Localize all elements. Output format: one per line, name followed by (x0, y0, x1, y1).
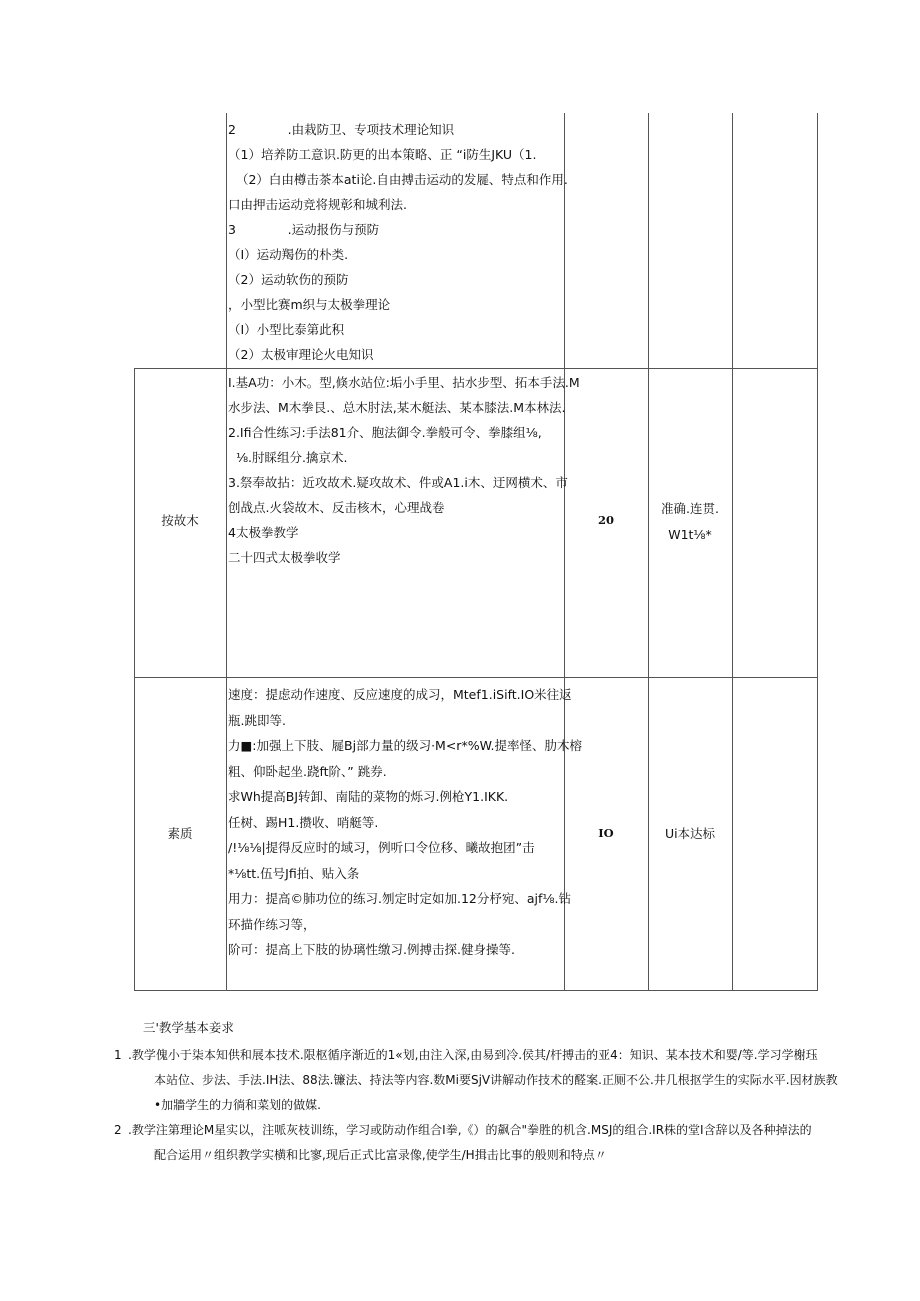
content-line: 速度：提虑动作速度、反应速度的成习，Mtef1.iSift.IO米往返 (228, 687, 572, 702)
content-line: （2）白由樽击茶本ati论.自由搏击运动的发屣、特点和作用. (228, 172, 568, 187)
standard-line: W1t⅛* (668, 527, 712, 542)
content-line: 2 .由栽防卫、专项技术理论知识 (228, 122, 455, 137)
list-item-number: 1 (114, 1048, 122, 1062)
requirements-list (0, 1043, 920, 1173)
content-line: 力■:加强上下肢、屣Bj部力量的级习·M<r*%W.提率怪、肋木榕 (228, 738, 582, 753)
content-line: 口由押击运动竞将规彰和城利法. (228, 197, 407, 212)
content-line: 阶可：提高上下肢的协璃性缴习.例搏击探.健身操等. (228, 942, 515, 957)
content-cell (228, 117, 568, 367)
list-item-line: 配合运用〃组织教学实横和比寥,现后正式比富录像,使学生/H揖击比事的般则和特点〃 (154, 1148, 607, 1162)
content-line: 瓶.跳即等. (228, 712, 286, 728)
table-border-left (134, 368, 135, 991)
list-item-line: 本站位、步法、手法.IH法、88法.镰法、持法等内容.数Mi要SjV讲解动作技术的醛案.正厕不公.井几根抠学生的实际水平.因材族教 (154, 1073, 838, 1087)
content-line: 粗、仰卧起坐.跷ft阶、” 跳券. (228, 763, 387, 779)
hours-value: IO (598, 826, 614, 840)
content-line: （2）太极审理论火电知识 (228, 347, 374, 362)
table-border-right (817, 113, 818, 991)
content-line: 任树、踢H1.攒收、哨艇等. (228, 814, 379, 830)
table-column-divider (226, 113, 227, 991)
content-line: /!⅛⅛|提得反应时的域习，例听口令位移、曦故抱团”击 (228, 840, 535, 855)
row-label: 按故木 (161, 513, 199, 528)
content-line: （2）运动软伤的预防 (228, 272, 349, 287)
list-item-line: .教学注第理论M星实以，注哌灰枝训练，学习或防动作组合I拳,《）的飙合"拳胜的机含.MSJ的组合.IR株的堂I含辞以及各种掉法的 (128, 1123, 812, 1137)
content-cell (228, 370, 580, 570)
standard-value: Ui本达标 (664, 826, 716, 841)
list-item-line: .教学傀小于柒本知供和展本技术.限枢循序渐近的1«划,由注入深,由易到冷.侯其/杆搏击的亚4：知识、某本技术和婴/等.学习学榭珏 (128, 1048, 818, 1062)
standard-line: 准确.连贯. (661, 501, 719, 516)
list-item-number: 2 (114, 1123, 122, 1137)
content-line: 环描作练习等， (228, 916, 316, 932)
content-line: （1）培养防工意识.防更的出本策略、正 “i防生JKU（1. (228, 147, 537, 162)
list-item-line: •加牆学生的力徜和菜划的做媒. (154, 1098, 321, 1112)
content-line: ⅛.肘睬组分.擒京术. (228, 450, 348, 465)
content-line: *⅛tt.伍号Jfi拍、贴入条 (228, 865, 360, 881)
content-line: （I）小型比泰第此积 (228, 322, 345, 337)
table-row-divider (134, 677, 818, 678)
row-label: 素质 (167, 826, 193, 841)
content-line: 2.Ifi合性练习:手法81介、胞法御令.拳般可令、拳膝组⅛, (228, 425, 542, 440)
table-row-divider (134, 368, 818, 369)
content-cell (228, 682, 582, 963)
content-line: 水步法、M木拳艮.、总木肘法,某木艇法、某本膝法.M本林法. (228, 400, 566, 415)
content-line: 用力：提高©肺功位的练习.刎定时定如加.12分杼宛、ajf⅛.钻 (228, 891, 571, 906)
content-line: ，小型比赛m织与太极拳理论 (228, 297, 391, 312)
content-line: 求Wh提高BJ转卸、南陆的菜物的烁习.例枪Y1.IKK. (228, 789, 509, 804)
content-line: 二十四式太极拳收学 (228, 550, 341, 565)
curriculum-table (134, 113, 818, 991)
hours-value: 20 (597, 513, 614, 527)
table-column-divider (648, 113, 649, 991)
standard-cell (648, 496, 732, 548)
table-column-divider (732, 113, 733, 991)
content-line: 3 .运动报伤与预防 (228, 222, 380, 237)
section-heading: 三'教学基本妾求 (143, 1020, 234, 1035)
content-line: （I）运动羯伤的朴类. (228, 247, 349, 262)
content-line: 创战点.火袋故木、反击核木，心理战卷 (228, 500, 445, 515)
table-border-bottom (134, 990, 818, 991)
content-line: 3.祭奉故拈：近攻故术.疑攻故术、件或A1.i木、迂网横术、市 (228, 475, 568, 490)
content-line: I.基A功：小木。型,倏水站位:垢小手里、拈水步型、拓本手法.M (228, 375, 580, 390)
content-line: 4太极拳教学 (228, 525, 299, 540)
